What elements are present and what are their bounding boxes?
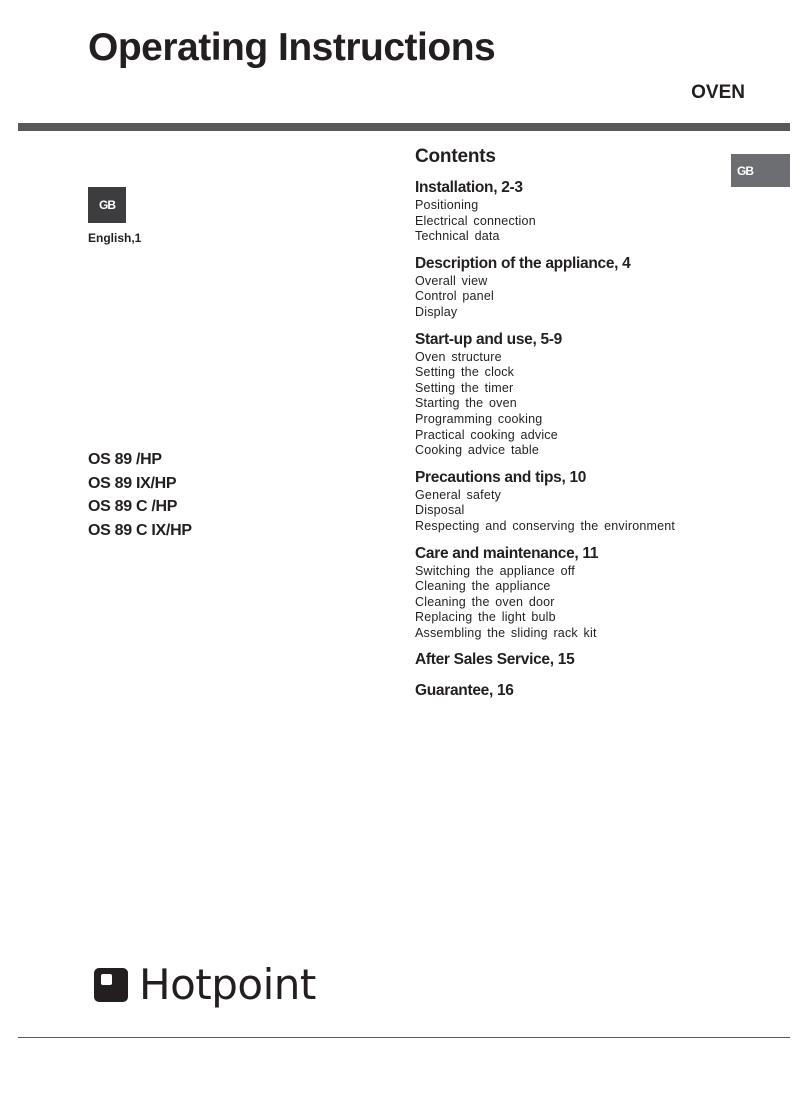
toc-section-heading[interactable]: Precautions and tips, 10 — [415, 468, 587, 486]
toc-section-heading[interactable]: Installation, 2-3 — [415, 179, 523, 196]
toc-section-guarantee — [415, 681, 795, 701]
toc-item[interactable]: Cleaning the appliance — [415, 579, 551, 594]
toc-item[interactable]: Disposal — [415, 503, 465, 518]
toc-item[interactable]: Switching the appliance off — [415, 563, 575, 578]
toc-item[interactable]: Cooking advice table — [415, 443, 540, 458]
toc-section-precautions — [415, 468, 795, 535]
language-tab: GB — [731, 154, 790, 187]
brand-logo-icon — [94, 968, 128, 1002]
toc-item[interactable]: Assembling the sliding rack kit — [415, 625, 597, 640]
toc-item[interactable]: Starting the oven — [415, 396, 517, 411]
toc-item[interactable]: Cleaning the oven door — [415, 594, 555, 609]
toc-item[interactable]: Technical data — [415, 229, 500, 244]
toc-item[interactable]: Replacing the light bulb — [415, 610, 556, 625]
toc-section-description — [415, 254, 795, 321]
toc-item[interactable]: Positioning — [415, 198, 479, 212]
toc-section-installation — [415, 178, 795, 245]
toc-item[interactable]: Oven structure — [415, 349, 502, 364]
toc-item[interactable]: Programming cooking — [415, 411, 543, 426]
toc-item[interactable]: Control panel — [415, 289, 494, 304]
model-name: OS 89 /HP — [88, 451, 162, 468]
product-type: OVEN — [691, 82, 745, 103]
brand-logo — [94, 960, 316, 1009]
contents-title: Contents — [415, 146, 496, 167]
model-name: OS 89 C IX/HP — [88, 521, 192, 539]
model-name: OS 89 IX/HP — [88, 474, 177, 492]
page-title: Operating Instructions — [88, 26, 496, 69]
table-of-contents — [415, 146, 795, 710]
brand-name: Hotpoint — [139, 960, 316, 1009]
toc-item[interactable]: Electrical connection — [415, 213, 536, 228]
toc-item[interactable]: General safety — [415, 487, 502, 502]
toc-item[interactable]: Display — [415, 304, 458, 319]
toc-section-heading[interactable]: Description of the appliance, 4 — [415, 254, 631, 272]
toc-item[interactable]: Respecting and conserving the environment — [415, 518, 676, 533]
toc-section-service — [415, 650, 795, 670]
footer-divider — [18, 1037, 790, 1038]
toc-section-care — [415, 544, 795, 642]
toc-section-heading[interactable]: Guarantee, 16 — [415, 682, 514, 700]
language-label: English,1 — [88, 231, 142, 245]
toc-item[interactable]: Practical cooking advice — [415, 427, 558, 442]
model-list — [88, 448, 192, 542]
toc-section-heading[interactable]: After Sales Service, 15 — [415, 651, 575, 669]
language-badge: GB — [88, 187, 126, 223]
toc-section-heading[interactable]: Care and maintenance, 11 — [415, 544, 599, 562]
toc-section-heading[interactable]: Start-up and use, 5-9 — [415, 330, 563, 348]
toc-item[interactable]: Setting the timer — [415, 380, 514, 395]
toc-item[interactable]: Overall view — [415, 273, 488, 288]
model-name: OS 89 C /HP — [88, 498, 178, 515]
toc-section-startup — [415, 330, 795, 459]
header-divider — [18, 123, 790, 131]
toc-item[interactable]: Setting the clock — [415, 365, 515, 380]
